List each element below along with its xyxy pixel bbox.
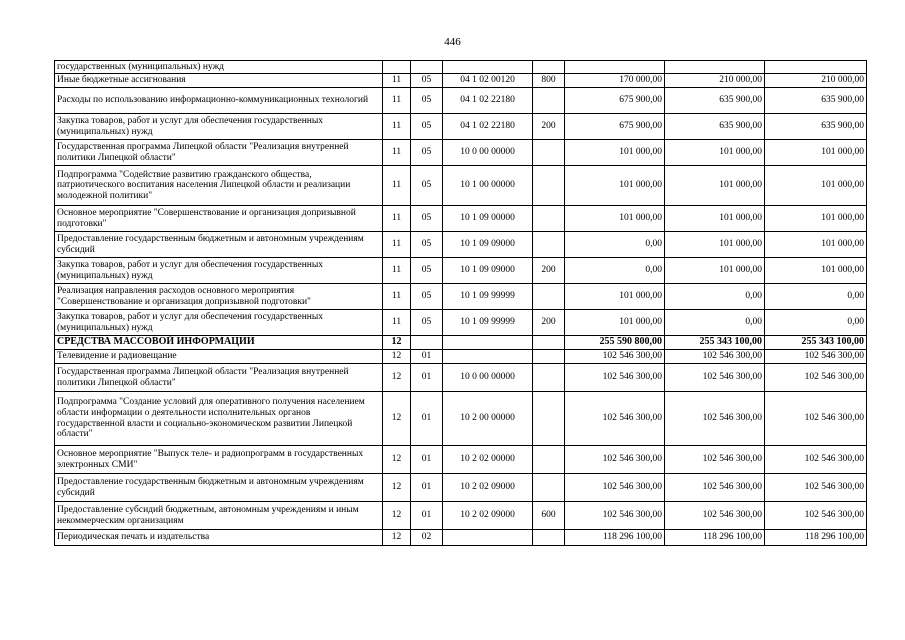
table-row [55,364,867,392]
row-target-article: 04 1 02 00120 [443,74,533,88]
row-target-article: 10 1 09 09000 [443,232,533,258]
row-name: Основное мероприятие "Выпуск теле- и радиопрограмм в государственных электронных СМИ" [55,446,383,474]
row-subsection: 05 [411,206,443,232]
row-amount-year-2 [665,61,765,74]
row-subsection: 05 [411,74,443,88]
row-expense-type [533,140,565,166]
row-expense-type [533,61,565,74]
row-section: 11 [383,310,411,336]
row-name: Периодическая печать и издательства [55,530,383,546]
row-amount-year-2: 0,00 [665,310,765,336]
row-target-article [443,530,533,546]
row-amount-year-2: 101 000,00 [665,258,765,284]
row-target-article: 10 1 00 00000 [443,166,533,206]
row-subsection: 05 [411,232,443,258]
row-amount-year-1: 102 546 300,00 [565,350,665,364]
row-target-article: 04 1 02 22180 [443,88,533,114]
row-subsection: 01 [411,474,443,502]
row-expense-type [533,206,565,232]
table-row [55,114,867,140]
row-name: Реализация направления расходов основного мероприятия "Совершенствование и организация допризывной подготовки" [55,284,383,310]
row-name: Предоставление государственным бюджетным и автономным учреждениям субсидий [55,232,383,258]
row-section: 11 [383,232,411,258]
row-amount-year-2: 101 000,00 [665,206,765,232]
row-amount-year-1: 102 546 300,00 [565,392,665,446]
row-amount-year-1: 0,00 [565,232,665,258]
row-amount-year-1: 102 546 300,00 [565,502,665,530]
table-row [55,88,867,114]
row-section: 12 [383,530,411,546]
table-row [55,310,867,336]
budget-table-body [55,61,867,546]
page-number: 446 [444,36,461,48]
row-amount-year-3: 0,00 [765,310,867,336]
row-section [383,61,411,74]
row-amount-year-1: 101 000,00 [565,310,665,336]
row-section: 12 [383,392,411,446]
row-amount-year-3: 101 000,00 [765,232,867,258]
row-amount-year-2: 102 546 300,00 [665,502,765,530]
row-section: 11 [383,258,411,284]
row-amount-year-3: 101 000,00 [765,166,867,206]
row-target-article: 10 1 09 09000 [443,258,533,284]
row-name: Основное мероприятие "Совершенствование и организация допризывной подготовки" [55,206,383,232]
row-section: 11 [383,206,411,232]
row-target-article: 10 1 09 00000 [443,206,533,232]
table-row [55,474,867,502]
row-name: Предоставление субсидий бюджетным, автономным учреждениям и иным некоммерческим организациям [55,502,383,530]
row-amount-year-1: 118 296 100,00 [565,530,665,546]
row-subsection: 05 [411,140,443,166]
row-name: Закупка товаров, работ и услуг для обеспечения государственных (муниципальных) нужд [55,114,383,140]
row-subsection: 05 [411,88,443,114]
row-expense-type [533,336,565,350]
row-amount-year-2: 210 000,00 [665,74,765,88]
table-row [55,350,867,364]
row-amount-year-1: 675 900,00 [565,88,665,114]
row-section: 12 [383,502,411,530]
table-row [55,284,867,310]
row-name: государственных (муниципальных) нужд [55,61,383,74]
row-target-article: 10 1 09 99999 [443,284,533,310]
row-amount-year-3: 635 900,00 [765,114,867,140]
table-row [55,166,867,206]
table-row [55,446,867,474]
row-section: 11 [383,284,411,310]
row-expense-type: 200 [533,114,565,140]
row-target-article [443,350,533,364]
row-amount-year-1: 675 900,00 [565,114,665,140]
row-target-article: 10 0 00 00000 [443,364,533,392]
table-row [55,206,867,232]
table-row [55,61,867,74]
row-amount-year-1: 102 546 300,00 [565,446,665,474]
row-amount-year-2: 102 546 300,00 [665,446,765,474]
row-section: 12 [383,336,411,350]
row-name: Закупка товаров, работ и услуг для обеспечения государственных (муниципальных) нужд [55,310,383,336]
row-amount-year-1: 101 000,00 [565,140,665,166]
row-name: Подпрограмма "Создание условий для оперативного получения населением области информации о деятельности исполнительных органов государственной власти и социально-экономическом развитии Липецкой области" [55,392,383,446]
row-amount-year-2: 102 546 300,00 [665,474,765,502]
row-amount-year-3: 102 546 300,00 [765,392,867,446]
row-name: Государственная программа Липецкой области "Реализация внутренней политики Липецкой области" [55,140,383,166]
row-expense-type [533,88,565,114]
row-amount-year-3: 102 546 300,00 [765,446,867,474]
row-amount-year-3: 101 000,00 [765,140,867,166]
row-section: 11 [383,140,411,166]
row-expense-type: 200 [533,258,565,284]
table-row [55,502,867,530]
row-amount-year-2: 102 546 300,00 [665,364,765,392]
row-amount-year-1: 102 546 300,00 [565,364,665,392]
row-expense-type [533,350,565,364]
row-name: Государственная программа Липецкой области "Реализация внутренней политики Липецкой области" [55,364,383,392]
row-section: 11 [383,88,411,114]
row-amount-year-2: 102 546 300,00 [665,350,765,364]
row-amount-year-2: 255 343 100,00 [665,336,765,350]
row-amount-year-3: 101 000,00 [765,258,867,284]
row-section: 12 [383,474,411,502]
row-name: Предоставление государственным бюджетным и автономным учреждениям субсидий [55,474,383,502]
row-amount-year-3: 210 000,00 [765,74,867,88]
row-amount-year-2: 118 296 100,00 [665,530,765,546]
row-amount-year-1 [565,61,665,74]
budget-table [54,60,867,546]
row-amount-year-2: 101 000,00 [665,232,765,258]
row-subsection: 05 [411,284,443,310]
row-name: Закупка товаров, работ и услуг для обеспечения государственных (муниципальных) нужд [55,258,383,284]
row-subsection: 05 [411,310,443,336]
row-target-article: 04 1 02 22180 [443,114,533,140]
row-target-article [443,336,533,350]
row-amount-year-3: 102 546 300,00 [765,350,867,364]
row-expense-type [533,232,565,258]
row-name: Расходы по использованию информационно-коммуникационных технологий [55,88,383,114]
row-section: 11 [383,166,411,206]
row-section: 12 [383,350,411,364]
row-expense-type [533,392,565,446]
row-name: Иные бюджетные ассигнования [55,74,383,88]
row-subsection: 01 [411,446,443,474]
row-amount-year-2: 0,00 [665,284,765,310]
row-target-article: 10 1 09 99999 [443,310,533,336]
row-amount-year-3: 635 900,00 [765,88,867,114]
row-amount-year-2: 635 900,00 [665,114,765,140]
row-expense-type [533,166,565,206]
row-expense-type: 800 [533,74,565,88]
row-section: 12 [383,364,411,392]
row-amount-year-2: 635 900,00 [665,88,765,114]
row-amount-year-1: 170 000,00 [565,74,665,88]
row-section: 12 [383,446,411,474]
row-expense-type [533,284,565,310]
row-amount-year-1: 0,00 [565,258,665,284]
row-subsection: 01 [411,364,443,392]
table-row [55,232,867,258]
row-subsection: 05 [411,166,443,206]
row-amount-year-3: 118 296 100,00 [765,530,867,546]
row-subsection [411,61,443,74]
table-row [55,74,867,88]
table-row [55,392,867,446]
row-target-article: 10 2 02 00000 [443,446,533,474]
row-subsection: 01 [411,502,443,530]
table-row [55,336,867,350]
row-target-article: 10 2 02 09000 [443,474,533,502]
row-amount-year-3: 102 546 300,00 [765,364,867,392]
table-row [55,530,867,546]
row-subsection: 02 [411,530,443,546]
row-amount-year-3 [765,61,867,74]
row-amount-year-3: 0,00 [765,284,867,310]
row-expense-type [533,474,565,502]
row-target-article: 10 0 00 00000 [443,140,533,166]
row-expense-type: 200 [533,310,565,336]
row-amount-year-2: 101 000,00 [665,166,765,206]
row-name: Телевидение и радиовещание [55,350,383,364]
row-name: СРЕДСТВА МАССОВОЙ ИНФОРМАЦИИ [55,336,383,350]
row-target-article: 10 2 00 00000 [443,392,533,446]
row-amount-year-2: 101 000,00 [665,140,765,166]
row-subsection [411,336,443,350]
row-target-article [443,61,533,74]
row-amount-year-1: 101 000,00 [565,284,665,310]
row-expense-type: 600 [533,502,565,530]
row-amount-year-2: 102 546 300,00 [665,392,765,446]
table-row [55,140,867,166]
row-amount-year-1: 101 000,00 [565,166,665,206]
row-expense-type [533,530,565,546]
row-expense-type [533,446,565,474]
row-section: 11 [383,114,411,140]
row-amount-year-1: 102 546 300,00 [565,474,665,502]
row-name: Подпрограмма "Содействие развитию гражданского общества, патриотического воспитания населения Липецкой области и реализации молодежной политики" [55,166,383,206]
row-subsection: 05 [411,114,443,140]
row-amount-year-3: 255 343 100,00 [765,336,867,350]
table-row [55,258,867,284]
row-subsection: 01 [411,350,443,364]
row-section: 11 [383,74,411,88]
row-expense-type [533,364,565,392]
row-amount-year-3: 101 000,00 [765,206,867,232]
row-amount-year-3: 102 546 300,00 [765,502,867,530]
row-subsection: 01 [411,392,443,446]
row-amount-year-1: 255 590 800,00 [565,336,665,350]
row-subsection: 05 [411,258,443,284]
row-target-article: 10 2 02 09000 [443,502,533,530]
row-amount-year-1: 101 000,00 [565,206,665,232]
row-amount-year-3: 102 546 300,00 [765,474,867,502]
